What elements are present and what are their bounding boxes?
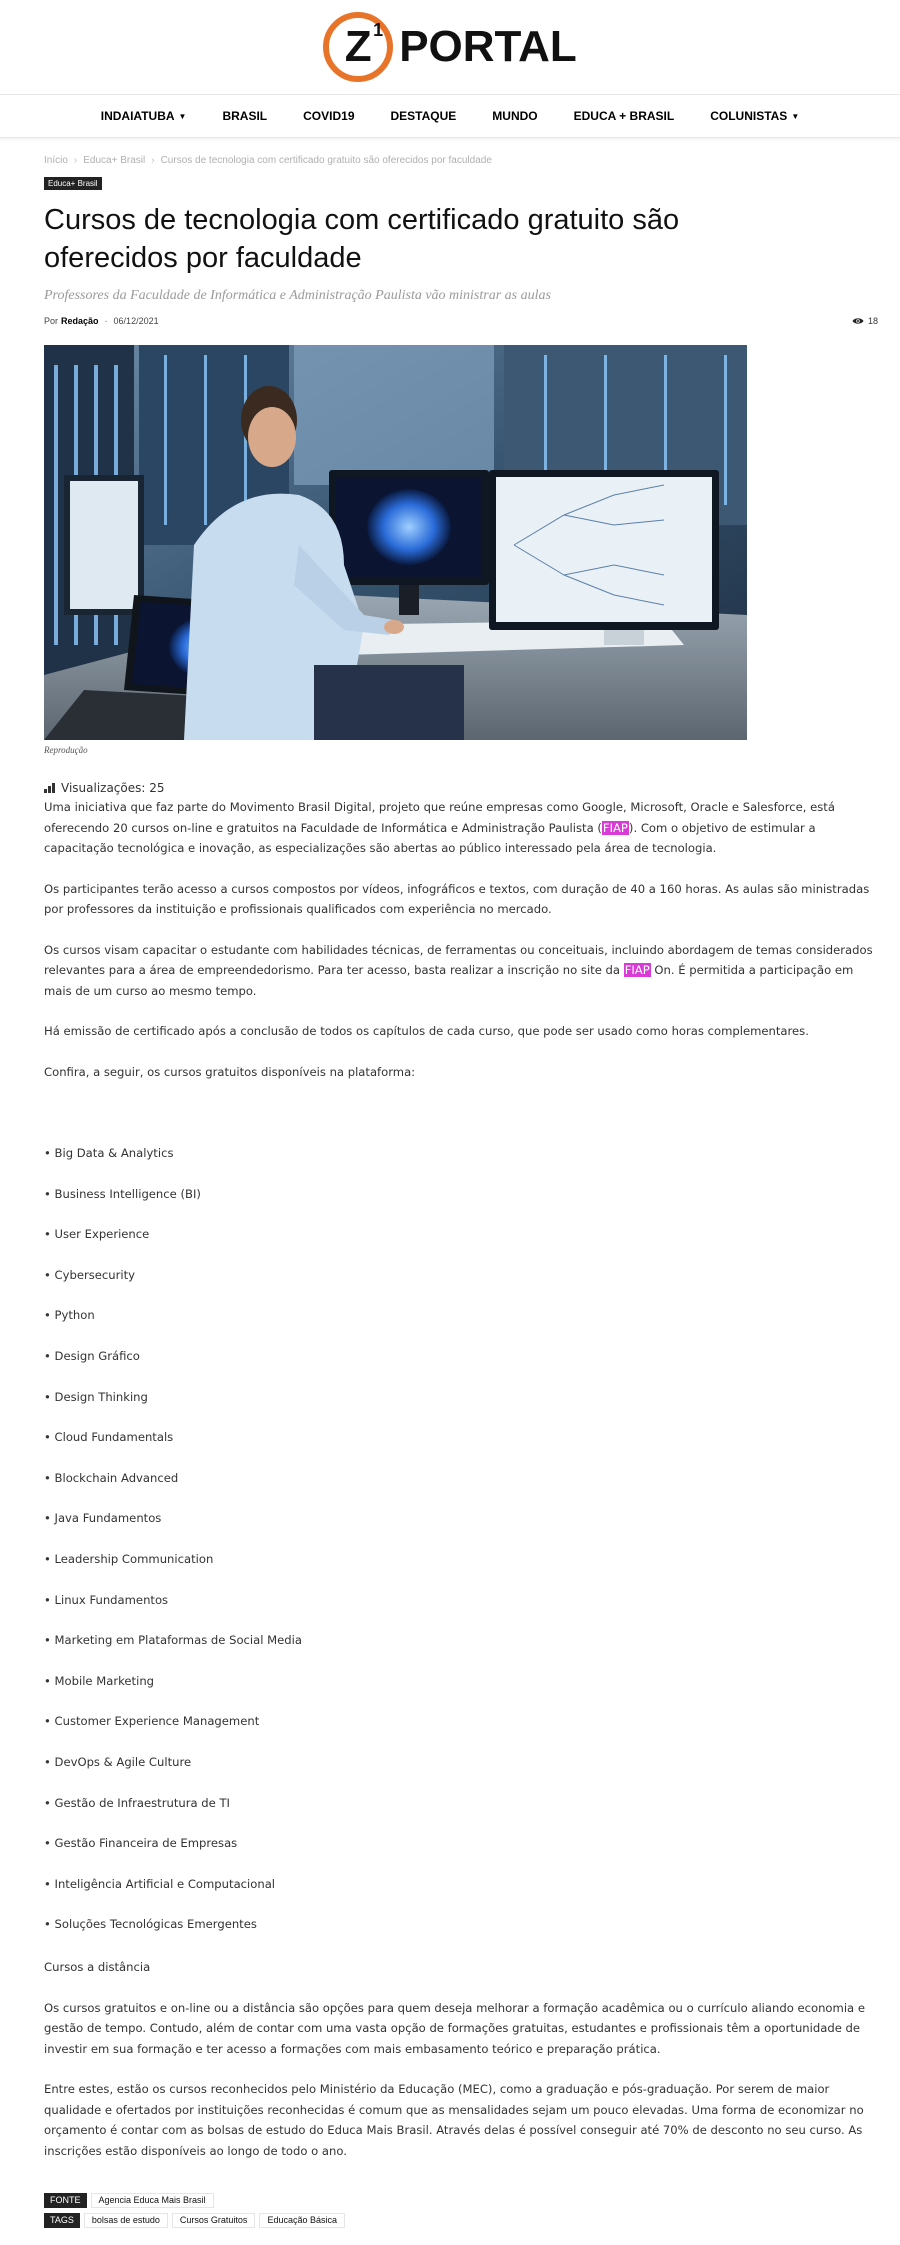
tags-row [44,2213,345,2228]
site-logo[interactable] [323,11,577,83]
fiap-highlight[interactable]: FIAP [602,820,628,835]
breadcrumb-current: Cursos de tecnologia com certificado gratuito são oferecidos por faculdade [160,155,492,166]
paragraph: Entre estes, estão os cursos reconhecidos pelo Ministério da Educação (MEC), como a graduação e pós-graduação. Por serem de maior qualidade e ofertados por instituições reconhecidas é comum que as mensalidades sejam um pouco elevadas. Uma forma de economizar no orçamento é contar com as bolsas de estudo do Educa Mais Brasil. Através delas é possível conseguir até 70% de desconto no seu curso. As inscrições estão disponíveis ao longo de todo o ano. [44,2082,864,2158]
chevron-down-icon: ▼ [178,111,187,121]
page-title: Cursos de tecnologia com certificado gratuito são oferecidos por faculdade [44,204,680,274]
list-item: • Mobile Marketing [44,1673,155,1688]
chevron-down-icon: ▼ [791,111,800,121]
paragraph [44,797,880,859]
list-item: • Java Fundamentos [44,1511,162,1526]
article-meta [44,316,159,326]
category-tag[interactable]: Educa+ Brasil [44,177,102,190]
nav-label: DESTAQUE [390,109,457,123]
featured-photo [44,345,747,740]
nav-label: INDAIATUBA [100,109,175,123]
meta-separator: - [104,316,108,326]
nav-label: MUNDO [492,109,538,123]
nav-item-colunistas[interactable] [710,109,799,123]
list-item: • DevOps & Agile Culture [44,1754,192,1769]
visualizations-counter [44,781,165,795]
paragraph: Há emissão de certificado após a conclusão de todos os capítulos de cada curso, que pode ser usado como horas complementares. [44,1024,809,1038]
source-link[interactable]: Agencia Educa Mais Brasil [91,2193,214,2208]
nav-label: BRASIL [222,109,268,123]
paragraph: Os cursos gratuitos e on-line ou a distância são opções para quem deseja melhorar a formação acadêmica ou o currículo aliando economia e gestão de tempo. Contudo, além de contar com uma vasta opção de formações gratuitas, estudantes e profissionais têm a oportunidade de investir em sua formação e ter acesso a formações com mais embasamento teórico e preparação prática. [44,2000,865,2056]
nav-item-covid19[interactable] [303,109,354,123]
nav-label: COLUNISTAS [710,109,788,123]
list-item: • Soluções Tecnológicas Emergentes [44,1917,257,1932]
list-item: • Customer Experience Management [44,1714,260,1729]
list-item: • Blockchain Advanced [44,1470,179,1485]
site-header [0,0,900,94]
list-item: • Gestão Financeira de Empresas [44,1836,238,1851]
list-item: • Design Thinking [44,1389,148,1404]
tags-label: TAGS [44,2213,80,2228]
featured-image [44,345,747,740]
nav-item-indaiatuba[interactable] [101,109,187,123]
list-item: • Linux Fundamentos [44,1592,169,1607]
logo-letter: Z [344,22,372,71]
visualizations-label: Visualizações: 25 [61,781,165,795]
paragraph-text: ). Com o objetivo de estimular a capacitação tecnológica e inovação, as especializações são abertas ao público interessado pela área de tecnologia. [44,820,816,855]
logo-text: PORTAL [399,22,577,71]
list-item: • Leadership Communication [44,1551,214,1566]
list-item: • Python [44,1308,95,1323]
breadcrumb-separator: › [73,155,78,166]
paragraph: Os participantes terão acesso a cursos compostos por vídeos, infográficos e textos, com duração de 40 a 160 horas. As aulas são ministradas por professores da instituição e profissionais qualificados com experiência no mercado. [44,881,870,916]
nav-label: COVID19 [303,109,355,123]
list-item: • Design Gráfico [44,1348,140,1363]
list-item: • Cybersecurity [44,1267,136,1282]
paragraph: Confira, a seguir, os cursos gratuitos disponíveis na plataforma: [44,1064,416,1079]
view-counter [852,316,878,326]
paragraph-text: Uma iniciativa que faz parte do Movimento Brasil Digital, projeto que reúne empresas como Google, Microsoft, Oracle e Salesforce, está oferecendo 20 cursos on-line e gratuitos na Faculdade de Informática e Administração Paulista ( [44,800,835,835]
list-item: • Business Intelligence (BI) [44,1186,201,1201]
article-subtitle: Professores da Faculdade de Informática e Administração Paulista vão ministrar as aulas [44,288,551,303]
list-item: • Cloud Fundamentals [44,1430,174,1445]
course-list [44,1143,302,1955]
tag-link[interactable]: Educação Básica [259,2213,345,2228]
nav-item-mundo[interactable] [492,109,537,123]
article-section-distance [44,1957,880,2181]
author-link[interactable]: Redação [61,316,99,326]
eye-icon [852,317,864,325]
by-label: Por [44,316,59,326]
paragraph-text: Os cursos visam capacitar o estudante com habilidades técnicas, de ferramentas ou conceituais, incluindo abordagem de temas considerados relevantes para a área de empreendedorismo. Para ter acesso, basta realizar a inscrição no site da [44,942,873,977]
breadcrumb-separator: › [151,155,155,166]
nav-item-educa-brasil[interactable] [574,109,675,123]
list-item: • Marketing em Plataformas de Social Media [44,1633,302,1648]
tag-link[interactable]: bolsas de estudo [84,2213,168,2228]
list-item: • Inteligência Artificial e Computacional [44,1876,276,1891]
logo-superscript: 1 [373,20,384,40]
nav-item-destaque[interactable] [391,109,457,123]
paragraph-text: On. É permitida a participação em mais de um curso ao mesmo tempo. [44,963,854,998]
logo-circle [323,12,393,82]
breadcrumb-category[interactable]: Educa+ Brasil [83,155,146,166]
bar-chart-icon [44,783,55,793]
breadcrumb [44,155,492,166]
publish-date: 06/12/2021 [113,316,159,326]
paragraph [44,940,880,1002]
main-nav [0,94,900,138]
fiap-highlight[interactable]: FIAP [624,963,650,977]
source-label: FONTE [44,2193,87,2208]
view-count: 18 [867,316,878,326]
list-item: • Gestão de Infraestrutura de TI [44,1795,230,1810]
list-item: • Big Data & Analytics [44,1146,174,1160]
breadcrumb-home[interactable]: Início [44,155,68,166]
nav-item-brasil[interactable] [222,109,267,123]
article-body [44,797,880,1102]
tag-link[interactable]: Cursos Gratuitos [172,2213,256,2228]
image-caption: Reprodução [44,745,88,755]
nav-label: EDUCA + BRASIL [573,109,675,123]
section-heading: Cursos a distância [44,1960,151,1974]
list-item: • User Experience [44,1227,150,1242]
source-row [44,2193,214,2208]
